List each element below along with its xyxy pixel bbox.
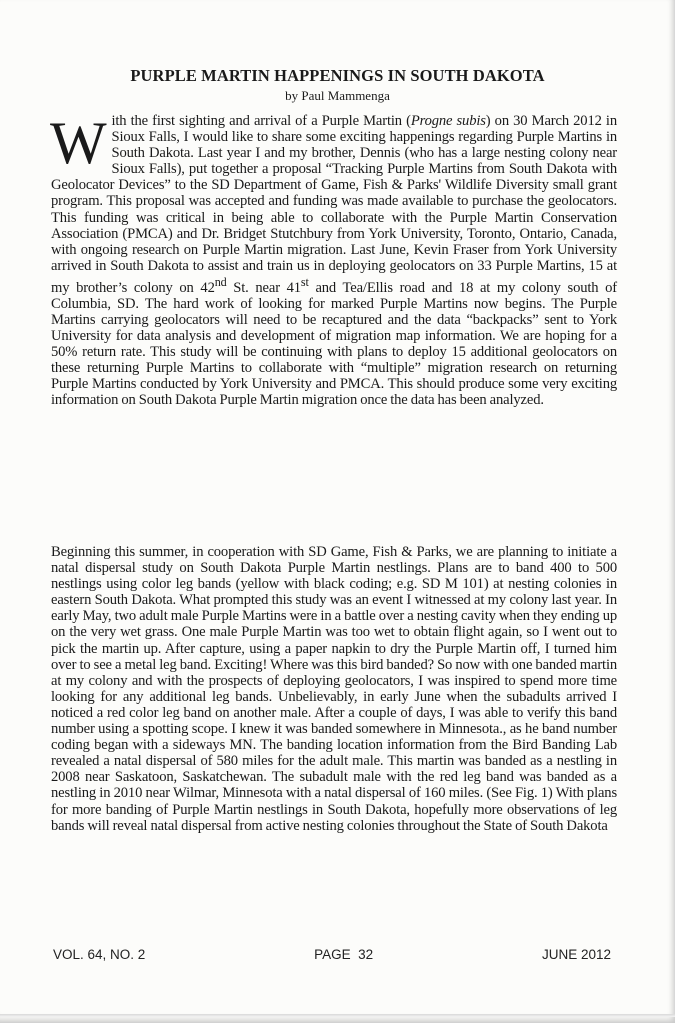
paragraph-1-text-b: ) on 30 March 2012 in Sioux Falls, I would like to share some exciting happenings regarding Purple Martins in South Dakota. Last year I and my brother, Dennis (who has a large nesting colony near Sioux Falls), put together a proposal “Tracking Purple Martins from South Dakota with Geolocator Devices” to the SD Department of Game, Fish & Parks' Wildlife Diversity small grant program. This proposal was accepted and funding was made available to purchase the geolocators. This funding was critical in being able to collaborate with the Purple Martin Conservation Association (PMCA) and Dr. Bridget Stutchbury from York University, Toronto, Ontario, Canada, with ongoing research on Purple Martin migration. Last June, Kevin Fraser from York University arrived in South Dakota to assist and train us in deploying geolocators on 33 Purple Martins, 15 at my brother’s colony on 42 <box>51 113 617 296</box>
species-name: Progne subis <box>410 113 486 129</box>
superscript-st: st <box>300 274 309 289</box>
footer-volume: VOL. 64, NO. 2 <box>53 947 146 962</box>
page-footer <box>53 947 611 962</box>
article-title: PURPLE MARTIN HAPPENINGS IN SOUTH DAKOTA <box>130 66 545 85</box>
paragraph-1 <box>50 110 617 409</box>
paragraph-1-text-a: ith the first sighting and arrival of a Purple Martin ( <box>111 113 411 129</box>
paragraph-1-text-c: St. near 41 <box>226 279 301 296</box>
footer-page-number: PAGE 32 <box>314 947 374 962</box>
footer-date: JUNE 2012 <box>541 947 611 962</box>
drop-cap: W <box>50 110 107 176</box>
superscript-nd: nd <box>214 274 227 289</box>
paragraph-2: Beginning this summer, in cooperation with SD Game, Fish & Parks, we are planning to initiate a natal dispersal study on South Dakota Purple Martin nestlings. Plans are to band 400 to 500 nestlings using color leg bands (yellow with black coding; e.g. SD M 101) at nesting colonies in eastern South Dakota. What prompted this study was an event I witnessed at my colony last year. In early May, two adult male Purple Martins were in a battle over a nesting cavity when they ending up on the very wet grass. One male Purple Martin was too wet to obtain flight again, so I went out to pick the martin up. After capture, using a paper napkin to dry the Purple Martin off, I turned him over to see a metal leg band. Exciting! Where was this bird banded? So now with one banded martin at my colony and with the prospects of deploying geolocators, I was inspired to spend more time looking for any additional leg bands. Unbelievably, in early June when the subadults arrived I noticed a red color leg band on another male. After a couple of days, I was able to verify this band number using a spotting scope. I knew it was banded somewhere in Minnesota., as he band number coding began with a sideways MN. The banding location information from the Bird Banding Lab revealed a natal dispersal of 580 miles for the adult male. This martin was banded as a nestling in 2008 near Saskatoon, Saskatchewan. The subadult male with the red leg band was banded as a nestling in 2010 near Wilmar, Minnesota with a natal dispersal of 160 miles. (See Fig. 1) With plans for more banding of Purple Martin nestlings in South Dakota, hopefully more observations of leg bands will reveal natal dispersal from active nesting colonies throughout the State of South Dakota <box>51 544 617 834</box>
page-bottom-edge <box>0 1014 675 1017</box>
article-byline: by Paul Mammenga <box>285 88 390 103</box>
paragraph-1-text-d: and Tea/Ellis road and 18 at my colony south of Columbia, SD. The hard work of looking for marked Purple Martins now begins. The Purple Martins carrying geolocators will need to be recaptured and the data “backpacks” sent to York University for data analysis and development of migration map information. We are hoping for a 50% return rate. This study will be continuing with plans to deploy 15 additional geolocators on these returning Purple Martins to collaborate with “multiple” migration research on returning Purple Martins conducted by York University and PMCA. This should produce some very exciting information on South Dakota Purple Martin migration once the data has been analyzed. <box>51 279 617 409</box>
